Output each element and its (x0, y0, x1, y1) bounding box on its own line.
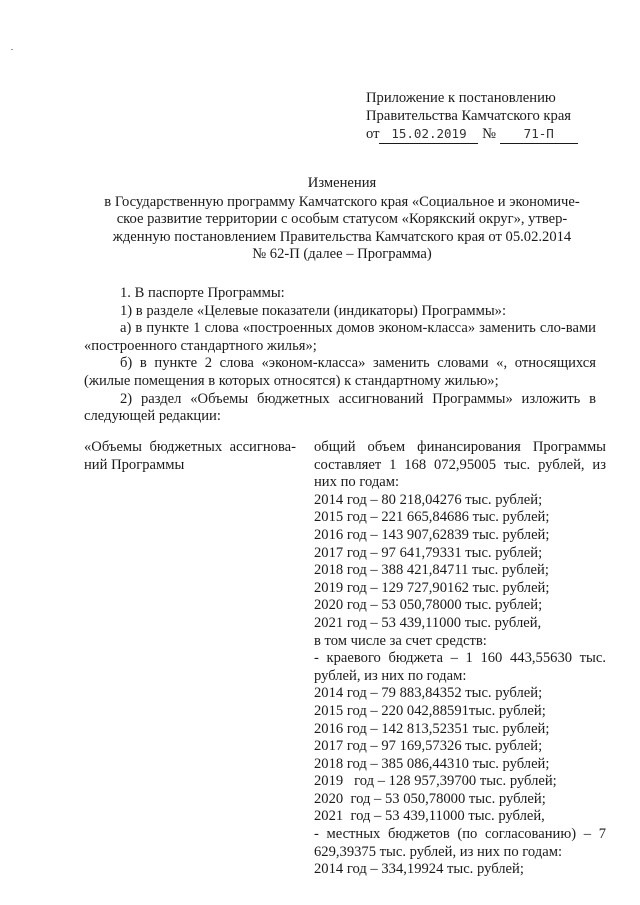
table-left-label: «Объемы бюджетных ассигнова-ний Программы (84, 439, 296, 473)
paragraph-item-1: 1. В паспорте Программы: (120, 285, 285, 301)
list-item: 2014 год – 80 218,04276 тыс. рублей; (314, 491, 543, 508)
list-item: 2020 год – 53 050,78000 тыс. рублей; (314, 790, 546, 807)
appendix-number-sign: № (482, 126, 497, 143)
appendix-date-line (366, 125, 616, 144)
list-item: 2015 год – 220 042,88591тыс. рублей; (314, 702, 546, 719)
list-item: 2020 год – 53 050,78000 тыс. рублей; (314, 597, 543, 614)
appendix-line-2: Правительства Камчатского края (366, 107, 572, 124)
list-item: 2014 год – 334,19924 тыс. рублей; (314, 861, 524, 878)
appendix-date: 15.02.2019 (379, 125, 478, 144)
heading-line-1: в Государственную программу Камчатского края «Социальное и экономиче- (104, 193, 580, 210)
years-regional-list (314, 685, 606, 826)
list-item: 2018 год – 385 086,44310 тыс. рублей; (314, 755, 550, 772)
heading-line-4: № 62-П (далее – Программа) (252, 246, 432, 263)
list-item: 2021 год – 53 439,11000 тыс. рублей, (314, 614, 542, 631)
years-local-list (314, 861, 606, 879)
list-item: 2016 год – 142 813,52351 тыс. рублей; (314, 720, 550, 737)
paragraph-item-1-2: 2) раздел «Объемы бюджетных ассигнований Программы» изложить в следующей редакции: (84, 390, 596, 425)
regional-budget-text: - краевого бюджета – 1 160 443,55630 тыс. рублей, из них по годам: (314, 650, 606, 684)
paragraph-item-1-1-a: а) в пункте 1 слова «построенных домов эконом-класса» заменить сло-вами «построенного стандартного жилья»; (84, 320, 596, 354)
table-right-cell (314, 439, 606, 879)
heading-title: Изменения (307, 175, 377, 191)
scan-speck (11, 49, 13, 50)
list-item: 2017 год – 97 641,79331 тыс. рублей; (314, 544, 543, 561)
years-total-list (314, 492, 606, 633)
list-item: 2015 год – 221 665,84686 тыс. рублей; (314, 509, 550, 526)
including-text: в том числе за счет средств: (314, 632, 487, 649)
appendix-block (366, 90, 616, 144)
heading-line-3: жденную постановлением Правительства Камчатского края от 05.02.2014 (112, 228, 572, 245)
list-item: 2017 год – 97 169,57326 тыс. рублей; (314, 738, 543, 755)
table-left-cell (84, 439, 296, 474)
list-item: 2018 год – 388 421,84711 тыс. рублей; (314, 562, 549, 579)
paragraph-item-1-1-b: б) в пункте 2 слова «эконом-класса» заменить словами «, относящихся (жилые помещения в которых относятся) к стандартному жилью»; (84, 355, 596, 389)
appendix-number: 71-П (500, 125, 578, 144)
appendix-from: от (366, 126, 380, 143)
local-budget-text: - местных бюджетов (по согласованию) – 7 629,39375 тыс. рублей, из них по годам: (314, 826, 606, 860)
list-item: 2021 год – 53 439,11000 тыс. рублей, (314, 808, 545, 825)
document-heading (72, 175, 612, 264)
list-item: 2019 год – 128 957,39700 тыс. рублей; (314, 773, 557, 790)
list-item: 2019 год – 129 727,90162 тыс. рублей; (314, 579, 550, 596)
paragraph-item-1-1: 1) в разделе «Целевые показатели (индикаторы) Программы»: (120, 302, 507, 319)
appendix-line-1: Приложение к постановлению (366, 90, 556, 106)
list-item: 2014 год – 79 883,84352 тыс. рублей; (314, 685, 543, 702)
list-item: 2016 год – 143 907,62839 тыс. рублей; (314, 526, 550, 543)
heading-line-2: ское развитие территории с особым статусом «Корякский округ», утвер- (116, 211, 568, 228)
total-funding-text: общий объем финансирования Программы составляет 1 168 072,95005 тыс. рублей, из них по годам: (314, 439, 606, 491)
document-body (84, 285, 596, 426)
